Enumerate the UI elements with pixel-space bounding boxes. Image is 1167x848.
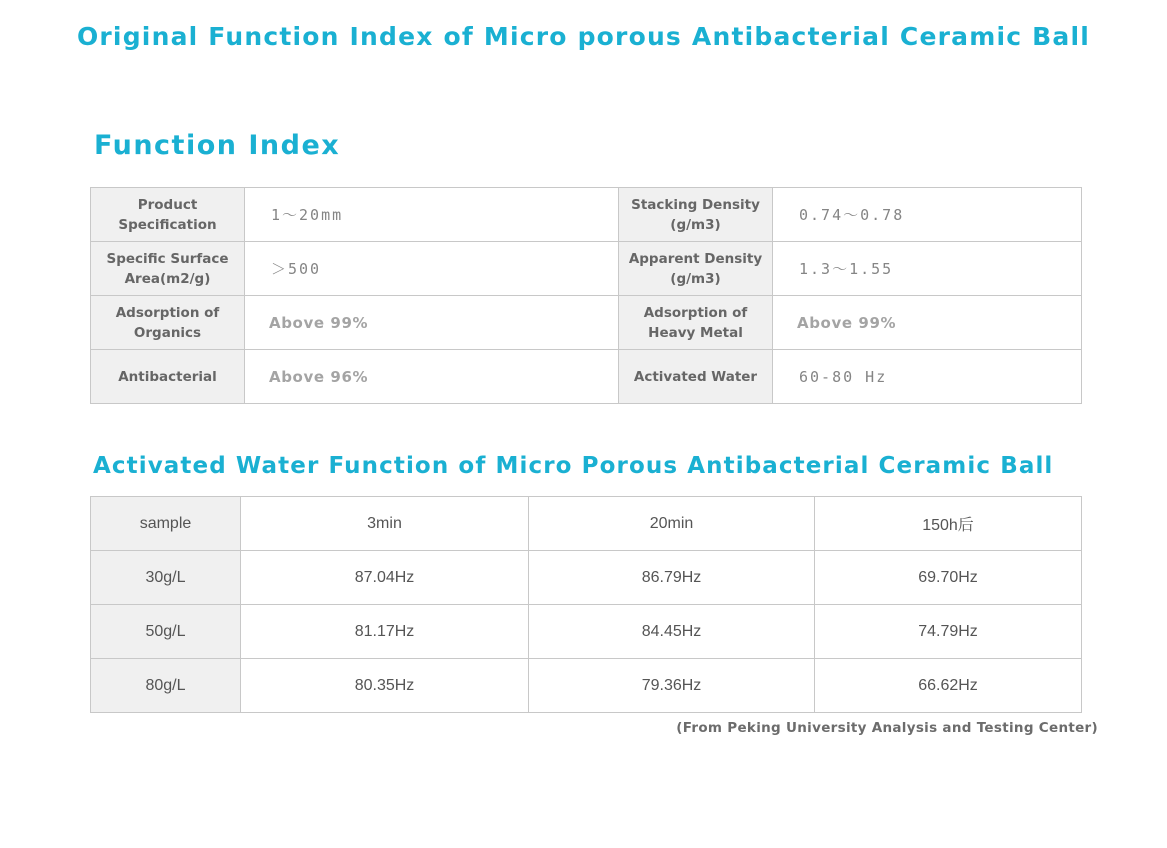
table-row [91,296,1082,350]
surface-area-value: ＞500 [245,242,619,296]
table-cell: 74.79Hz [815,605,1082,659]
table-cell: 79.36Hz [529,659,815,713]
organics-value: Above 99% [245,296,619,350]
table-row [91,551,1082,605]
activated-water-table [90,496,1082,713]
table-row [91,659,1082,713]
activated-water-heading: Activated Water Function of Micro Porous Antibacterial Ceramic Ball [93,453,1054,479]
apparent-density-value: 1.3～1.55 [773,242,1082,296]
table-cell: 84.45Hz [529,605,815,659]
heavy-metal-label: Adsorption of Heavy Metal [619,296,773,350]
stacking-density-label: Stacking Density (g/m3) [619,188,773,242]
column-header: 3min [241,497,529,551]
table-cell: 87.04Hz [241,551,529,605]
function-index-heading: Function Index [94,130,341,161]
table-cell: 81.17Hz [241,605,529,659]
column-header: 150h后 [815,497,1082,551]
apparent-density-label: Apparent Density (g/m3) [619,242,773,296]
column-header: sample [91,497,241,551]
stacking-density-value: 0.74～0.78 [773,188,1082,242]
spec-value: 1～20mm [245,188,619,242]
antibacterial-label: Antibacterial [91,350,245,404]
table-row [91,605,1082,659]
sample-cell: 30g/L [91,551,241,605]
sample-cell: 80g/L [91,659,241,713]
table-cell: 69.70Hz [815,551,1082,605]
table-row [91,242,1082,296]
heavy-metal-value: Above 99% [773,296,1082,350]
source-note: (From Peking University Analysis and Testing Center) [676,720,1098,736]
antibacterial-value: Above 96% [245,350,619,404]
activated-water-value: 60-80 Hz [773,350,1082,404]
activated-water-label: Activated Water [619,350,773,404]
table-cell: 80.35Hz [241,659,529,713]
page-title: Original Function Index of Micro porous Antibacterial Ceramic Ball [76,22,1091,51]
table-row [91,188,1082,242]
spec-label: Product Specification [91,188,245,242]
table-row [91,350,1082,404]
table-header-row [91,497,1082,551]
column-header: 20min [529,497,815,551]
table-cell: 66.62Hz [815,659,1082,713]
sample-cell: 50g/L [91,605,241,659]
organics-label: Adsorption of Organics [91,296,245,350]
table-cell: 86.79Hz [529,551,815,605]
function-index-table [90,187,1082,404]
surface-area-label: Specific Surface Area(m2/g) [91,242,245,296]
